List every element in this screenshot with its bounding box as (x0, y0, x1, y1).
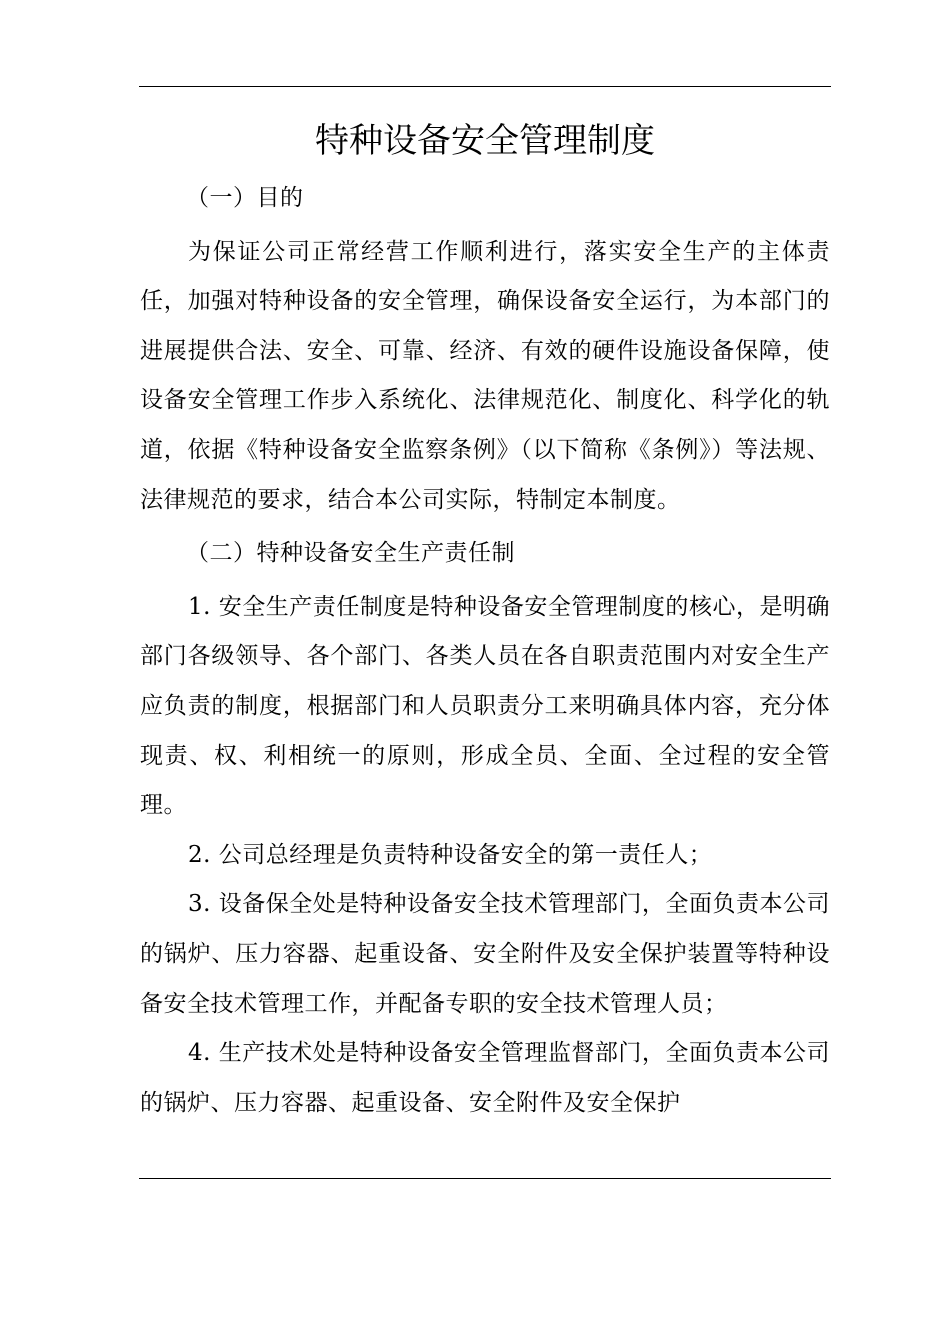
section-heading-responsibility: （二）特种设备安全生产责任制 (186, 540, 515, 567)
paragraph-item-2: 2. 公司总经理是负责特种设备安全的第一责任人； (188, 841, 713, 868)
paragraph-item-4: 4. 生产技术处是特种设备安全管理监督部门，全面负责本公司的锅炉、压力容器、起重设备、安全附件及安全保护 (140, 1040, 830, 1116)
document-body (140, 112, 830, 1128)
paragraph-purpose: 为保证公司正常经营工作顺利进行，落实安全生产的主体责任，加强对特种设备的安全管理，确保设备安全运行，为本部门的进展提供合法、安全、可靠、经济、有效的硬件设施设备保障，使设备安全管理工作步入系统化、法律规范化、制度化、科学化的轨道，依据《特种设备安全监察条例》（以下简称《条例》）等法规、法律规范的要求，结合本公司实际，特制定本制度。 (140, 238, 830, 513)
section-purpose (140, 174, 830, 525)
section-heading-purpose: （一）目的 (186, 185, 304, 211)
paragraph-item-3: 3. 设备保全处是特种设备安全技术管理部门，全面负责本公司的锅炉、压力容器、起重设备、安全附件及安全保护装置等特种设备安全技术管理工作，并配备专职的安全技术管理人员； (140, 891, 830, 1017)
footer-rule (139, 1178, 831, 1179)
paragraph-item-1: 1. 安全生产责任制度是特种设备安全管理制度的核心，是明确部门各级领导、各个部门、各类人员在各自职责范围内对安全生产应负责的制度，根据部门和人员职责分工来明确具体内容，充分体现责、权、利相统一的原则，形成全员、全面、全过程的安全管理。 (140, 593, 830, 819)
document-title: 特种设备安全管理制度 (315, 121, 655, 161)
header-rule (139, 86, 831, 87)
section-responsibility (140, 529, 830, 1128)
